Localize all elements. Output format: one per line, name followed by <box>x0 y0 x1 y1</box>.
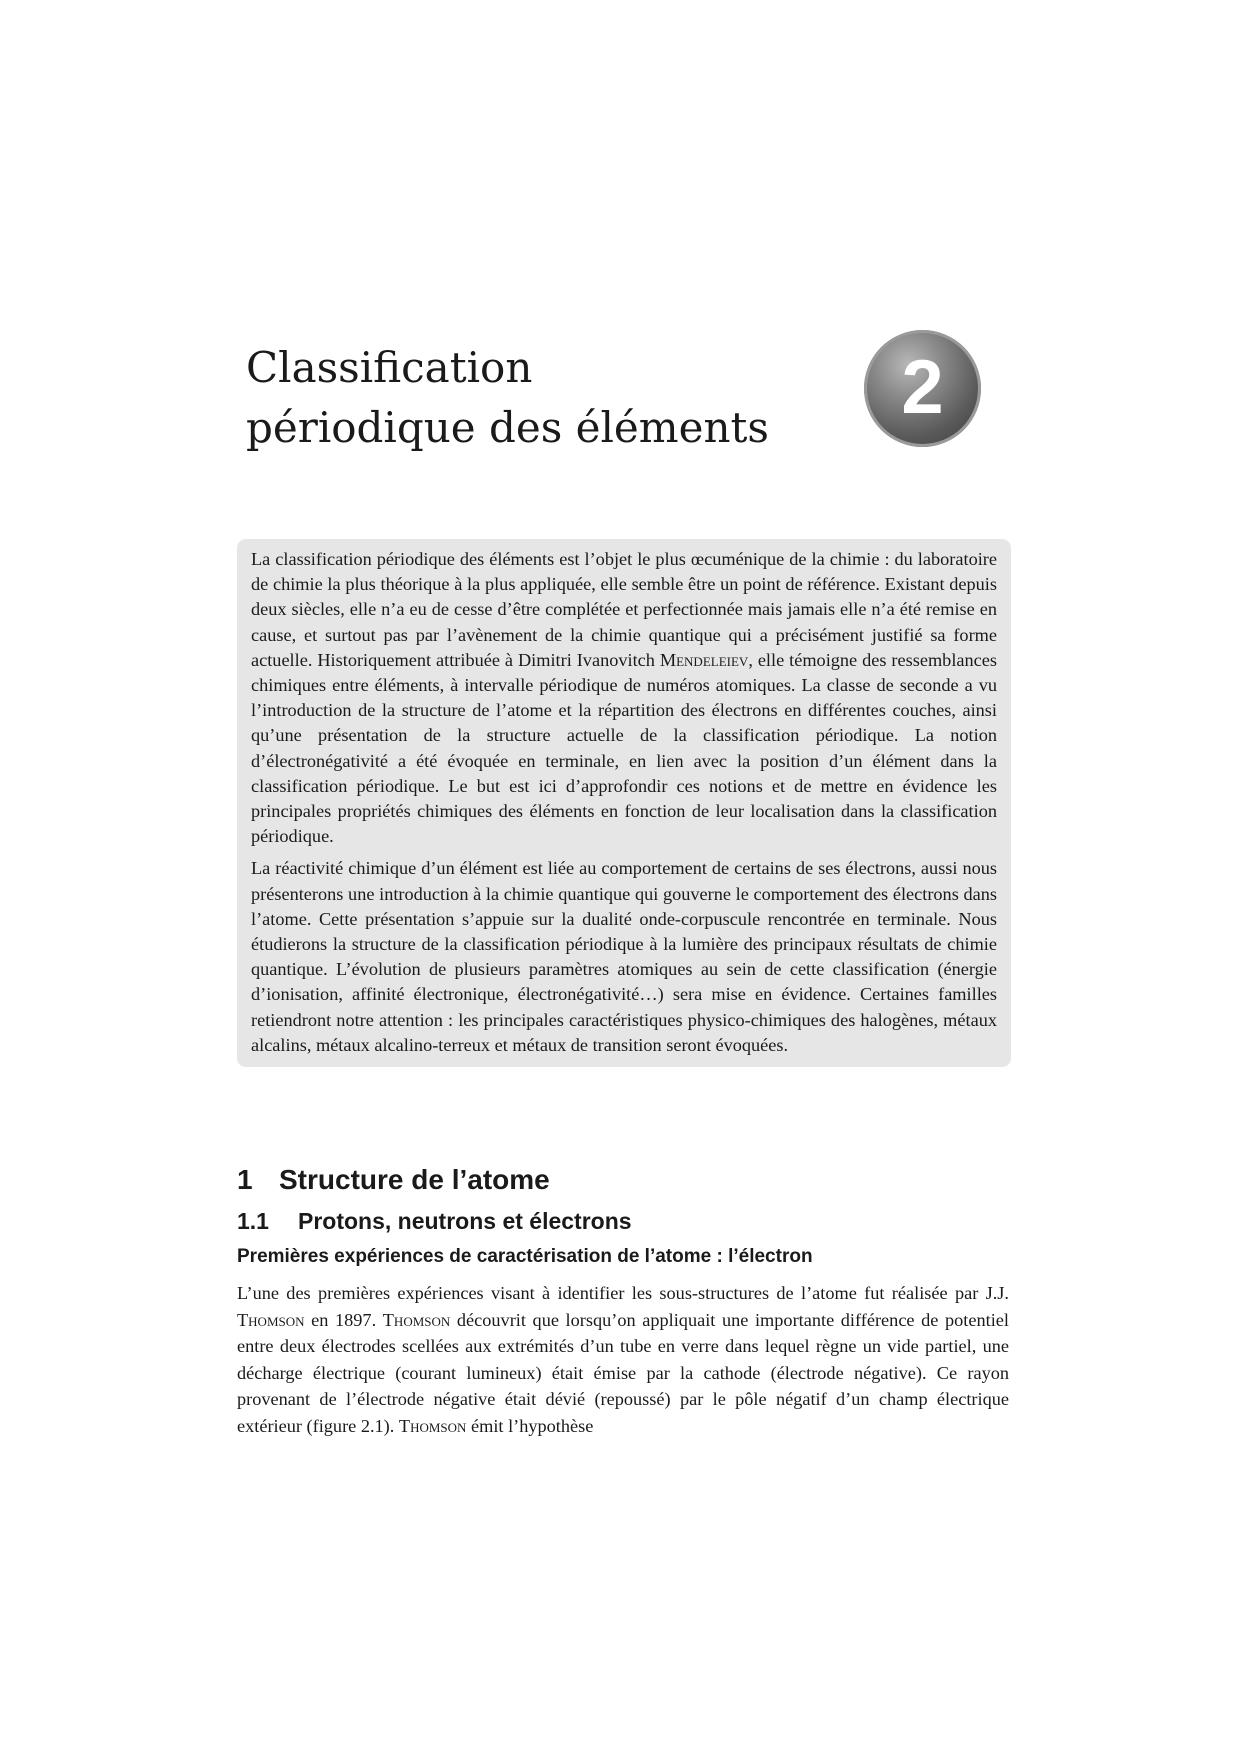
section-number: 1 <box>237 1164 253 1195</box>
section-title: Structure de l’atome <box>279 1164 550 1195</box>
author-name-thomson: Thomson <box>398 1415 467 1436</box>
author-name-thomson: Thomson <box>382 1309 451 1330</box>
chapter-intro-box <box>237 539 1011 1067</box>
body-text-2: en 1897. <box>304 1309 383 1330</box>
subsection-number: 1.1 <box>237 1208 269 1234</box>
intro-paragraph-2: La réactivité chimique d’un élément est liée au comportement de certains de ses électrons, aussi nous présenterons une introduction à la chimie quantique qui gouverne le comportement des électrons dans l’atome. Cette présentation s’appuie sur la dualité onde-corpuscule rencontrée en terminale. Nous étudierons la structure de la classification périodique à la lumière des principaux résultats de chimie quantique. L’évolution de plusieurs paramètres atomiques au sein de cette classification (énergie d’ionisation, affinité électronique, électronégativité…) sera mise en évidence. Certaines familles retiendront notre attention : les principales caractéristiques physico-chimiques des halogènes, métaux alcalins, métaux alcalino-terreux et métaux de transition seront évoquées. <box>251 858 997 1055</box>
chapter-number: 2 <box>901 344 944 430</box>
body-text-1: L’une des premières expériences visant à identifier les sous-structures de l’atome fut réalisée par J.J. <box>237 1283 1009 1303</box>
author-name-thomson: Thomson <box>237 1309 305 1330</box>
chapter-number-badge <box>864 330 981 447</box>
paragraph-heading: Premières expériences de caractérisation de l’atome : l’électron <box>237 1246 813 1267</box>
chapter-title-line-1: Classification <box>246 343 533 392</box>
chapter-title <box>246 338 769 458</box>
author-name-mendeleiev: Mendeleiev <box>659 649 749 670</box>
intro-paragraph-1-text-b: , elle témoigne des ressemblances chimiques entre éléments, à intervalle périodique de numéros atomiques. La classe de seconde a vu l’introduction de la structure de l’atome et la répartition des électrons en différentes couches, ainsi qu’une présentation de la structure actuelle de la classification périodique. La notion d’électronégativité a été évoquée en terminale, en lien avec la position d’un élément dans la classification périodique. Le but est ici d’approfondir ces notions et de mettre en évidence les principales propriétés chimiques des éléments en fonction de leur localisation dans la classification périodique. <box>251 649 998 847</box>
body-text-3: découvrit que lorsqu’on appliquait une importante différence de potentiel entre deux électrodes scellées aux extrémités d’un tube en verre dans lequel règne un vide partiel, une décharge électrique (courant lumineux) était émise par la cathode (électrode négative). Ce rayon provenant de l’électrode négative était dévié (repoussé) par le pôle négatif d’un champ électrique extérieur (figure 2.1). <box>237 1309 1009 1436</box>
body-text-4: émit l’hypothèse <box>466 1415 594 1436</box>
subsection-title: Protons, neutrons et électrons <box>298 1208 632 1234</box>
intro-paragraph-1-text-a: La classification périodique des éléments est l’objet le plus œcuménique de la chimie : du laboratoire de chimie la plus théorique à la plus appliquée, elle semble être un point de référence. Existant depuis deux siècles, elle n’a eu de cesse d’être complétée et perfectionnée mais jamais elle n’a été remise en cause, et surtout pas par l’avènement de la chimie quantique qui a précisément justifié sa forme actuelle. Historiquement attribuée à Dimitri Ivanovitch <box>251 549 997 670</box>
body-paragraph <box>237 1280 1009 1439</box>
chapter-title-line-2: périodique des éléments <box>246 403 769 452</box>
intro-paragraph-1 <box>251 547 997 849</box>
section-heading-1 <box>237 1162 550 1198</box>
section-heading-1-1 <box>237 1206 632 1236</box>
